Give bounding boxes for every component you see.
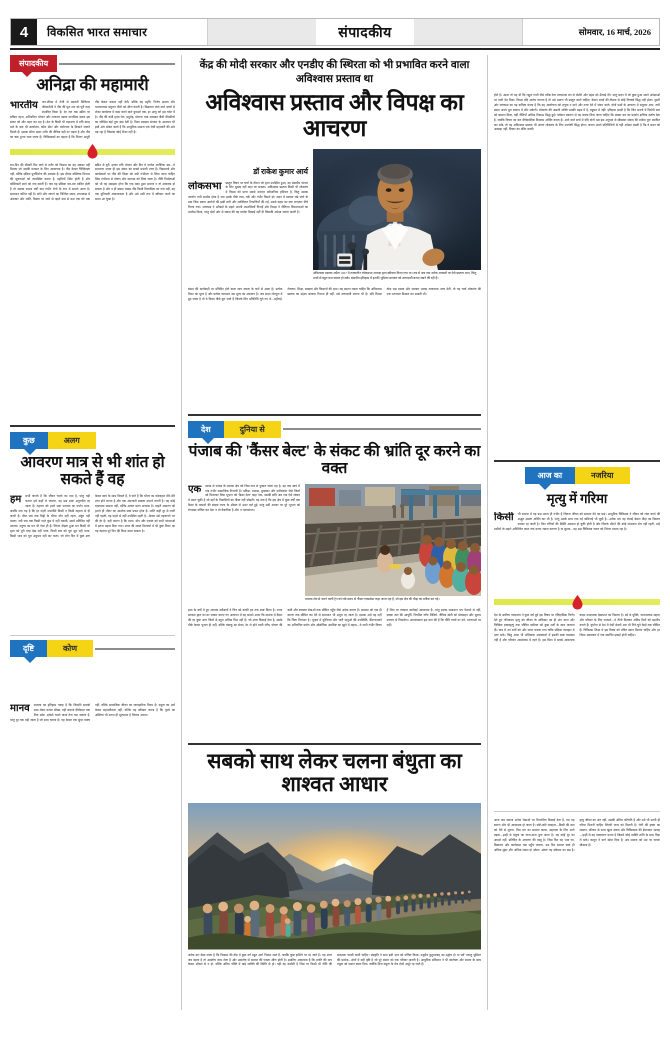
editorial-tag-row [10, 55, 175, 72]
right-paragraph-3: इस दिशा में सबसे आवश्यक कदम उपशामक देखभाल का विस्तार है। दर्द से मुक्ति, भावनात्मक सहारा और परिवार के लिए परामर्श—ये तीनों मिलकर अंतिम दिनों को सहनीय बनाते हैं। दुर्भाग्य से देश में ऐसी सेवाएँ अब भी गिने-चुने केंद्रों तक सीमित हैं। चिकित्सा शिक्षा में इस विषय को उचित स्थान मिलना चाहिए और हर जिला अस्पताल में एक समर्पित इकाई होनी चाहिए। [542, 613, 660, 642]
left-second-headline: आवरण मात्र से भी शांत हो सकते हैं वह [20, 453, 165, 488]
bottom-tag-row [10, 640, 175, 657]
right-tag-row [494, 467, 660, 484]
right-paragraph-1: भी समाज में यह प्रश्न उतना ही गंभीर है जितना जीवन को सम्मान देने का प्रश्न। आधुनिक चिकित्सा ने जीवन को लंबा करने की अद्भुत क्षमता अर्जित कर ली है, परंतु उसके साथ एक नई कठिनाई भी जुड़ी है—अनेक बार वह लंबाई केवल पीड़ा का विस्तार बनकर रह जाती है। जिन रोगियों की स्थिति असाध्य हो चुकी होती है और जिनके लौटने की कोई संभावना शेष नहीं रहती, उन्हें मशीनों के सहारे अनिश्चित काल तक बनाए रखना करुणा है या क्रूरता—यह प्रश्न चिकित्सा जगत को निरंतर मथता रहा है। [494, 512, 660, 531]
bottom-headline: सबको साथ लेकर चलना बंधुता का शाश्वत आधार [207, 748, 462, 797]
tag-duniya-se[interactable]: दुनिया से [224, 421, 281, 438]
tag-desh[interactable]: देश [188, 421, 224, 438]
bottom-mid-body [188, 953, 481, 1041]
bottom-paragraph-3: संस्कृति ने सदा इसी भाव को पोषित किया। वसुधैव कुटुम्बकम् का उद्घोष हो या सर्वे भवन्तु सुखिनः की प्रार्थना—दोनों में वही दृष्टि है जो पूरे संसार को एक परिवार मानती है। आधुनिक संविधान ने भी स्वतंत्रता और समता के साथ बंधुता को समान स्थान दिया, क्योंकि बिना बंधुता के शेष दोनों अधूरे रह जाते हैं। [337, 952, 481, 967]
tag-aaj-ka[interactable]: आज का [525, 467, 576, 484]
editorial-headline: अनिद्रा की महामारी [36, 75, 149, 94]
bottom-paragraph-1: सभ्यता का इतिहास गवाह है कि जिन्होंने सबको साथ लेकर चलना सीखा, वही समाज दीर्घकाल तक टिक सके। अकेले चलने वाला तेज चल सकता है, परंतु दूर तक वही जाता है जो साथ चलता है। यह केवल एक सुंदर वाक्य नहीं, बल्कि सामाजिक जीवन का व्यावहारिक नियम है। बंधुता का अर्थ केवल सहनशीलता नहीं, बल्कि यह स्वीकार करना है कि दूसरे का अस्तित्व भी उतना ही मूल्यवान है जितना अपना। [10, 703, 175, 722]
right-paragraph-4: अंततः यह संवेदना का प्रश्न है। मृत्यु जीवन का अंत नहीं, उसकी अंतिम परिणति है और उसे भी उतनी ही गरिमा मिलनी चाहिए जितनी जन्म को मिलती है। रोगी की इच्छा का सम्मान, परिवार के साथ खुला संवाद और चिकित्सक की ईमानदार सलाह—इन्हीं से वह वातावरण बनता है जिसमें कोई व्यक्ति शांति के साथ विदा ले सके। कानून ने मार्ग खोल दिया है; अब समाज को उस पर चलना सीखना है। [541, 818, 660, 852]
masthead [10, 18, 660, 46]
main-paragraph-1: प्रस्तुत विषय पर चर्चा के दौरान जो दृश्य उपस्थित हुआ, वह संसदीय परंपरा के लिए सुखद नहीं कहा जा सकता। अविश्वास प्रस्ताव किसी भी लोकतंत्र में विपक्ष को प्राप्त सबसे धारदार संवैधानिक हथियार है, किंतु उसका उपयोग तभी सार्थक होता है जब उसके पीछे तथ्य, तर्क और गंभीर विमर्श हो। सदन में प्रस्ताव रखे जाने के बाद जिस प्रकार आरोपों की झड़ी लगी और व्यक्तिगत टिप्पणियाँ की गईं, उससे बहस का स्तर लगातार नीचे गिरता गया। सत्तापक्ष ने आँकड़ों के सहारे अपनी उपलब्धियाँ गिनाईं और विपक्ष ने नीतिगत विफलताओं का उल्लेख किया, परंतु दोनों ओर से संवाद की वह मर्यादा दिखाई नहीं दी जिसकी अपेक्षा जनता करती है। [188, 180, 308, 215]
right-droplet-decoration [494, 594, 660, 610]
main-byline: डॉ राकेश कुमार आर्य [253, 166, 308, 176]
droplet-icon [87, 144, 98, 159]
main-photo [313, 149, 481, 281]
left-column [10, 55, 182, 1010]
editorial-body-bottom [10, 163, 175, 418]
left-second-body [10, 494, 175, 629]
tag-drishti[interactable]: दृष्टि [10, 640, 47, 657]
right-headline: मृत्यु में गरिमा [546, 491, 608, 506]
mid-body-continued [188, 608, 481, 736]
right-dropcap: किसी [494, 512, 514, 523]
mid-paragraph-1: दशक से पंजाब के मालवा क्षेत्र को जिस नाम से पुकारा जाता रहा है, वह नाम स्वयं में एक गंभीर सामाजिक टिप्पणी है। बठिंडा, मानसा, मुक्तसर और फरीदकोट जैसे जिलों को मिलाकर जिस भूभाग को 'कैंसर बेल्ट' कहा गया, उसकी छवि अब एक ऐसे लांछन में बदल चुकी है जो वहाँ के निवासियों का पीछा नहीं छोड़ती। यह सच है कि इस क्षेत्र में कुछ वर्षों तक कैंसर के मामलों की संख्या राज्य के औसत से ऊपर दर्ज हुई, परंतु उसी आधार पर पूरे भूभाग को रोगग्रस्त घोषित कर देना न तो वैज्ञानिक है और न न्यायसंगत। [188, 483, 300, 513]
bottom-photo [188, 803, 481, 950]
main-photo-caption: अविश्वास प्रस्ताव अप्रैल 1967 में तत्कालीन लोकसभा अध्यक्ष द्वारा स्वीकार किया गया था। तब से अब तक अनेक अवसरों पर ऐसे प्रस्ताव आए, किंतु उनमें से बहुत कम सफल हो सके। संसदीय इतिहास में इनकी भूमिका सरकार को उत्तरदायी बनाए रखने की रही है। [313, 271, 477, 281]
paper-name: विकसित भारत समाचार [37, 19, 208, 45]
main-body-right-1 [494, 93, 660, 453]
speaker-portrait-image [313, 149, 481, 270]
railway-platform-image [305, 484, 481, 596]
mid-tag-row [188, 421, 481, 438]
right-bottom-divider [494, 811, 660, 812]
mid-dropcap: एक [188, 483, 202, 495]
bottom-right-body [494, 818, 660, 1006]
page-number-badge: 4 [11, 19, 37, 45]
main-headline: अविश्वास प्रस्ताव और विपक्ष का आचरण [205, 90, 464, 141]
tag-kuch[interactable]: कुछ [10, 432, 48, 449]
bottom-dropcap: मानव [10, 703, 30, 715]
bottom-left-body [10, 703, 175, 851]
main-story-block [188, 149, 481, 284]
mid-paragraph-2: हाल के वर्षों में हुए व्यापक सर्वेक्षणों ने चित्र को काफी हद तक स्पष्ट किया है। राज्य सरकार द्वारा घर-घर जाकर कराए गए अध्ययन में यह सामने आया कि मालवा में कैंसर की दर कुछ अन्य जिलों से बहुत अधिक भिन्न नहीं है। जो अंतर दिखाई देता है, उसके पीछे केवल भूजल ही नहीं, बल्कि तंबाकू का सेवन, देर से होने वाली जाँच, पोषण की कमी और स्वास्थ्य सेवाओं तक सीमित पहुँच जैसे अनेक कारण हैं। समस्या को एक ही कारण तक सीमित कर देने से समाधान भी अधूरा रह जाता है। [188, 607, 382, 627]
main-kicker: केंद्र की मोदी सरकार और एनडीए की स्थिरता को भी प्रभावित करने वाला अविश्वास प्रस्ताव था [199, 60, 470, 85]
bottom-paragraph-2: अनेक बार देखा जाता है कि विकास की दौड़ में कुछ वर्ग बहुत आगे निकल जाते हैं, जबकि कुछ हाशिये पर रह जाते हैं। यह अंतर जब बढ़ता है तो असंतोष जन्म लेता है और असंतोष से समाज की एकता क्षीण होती है। इसलिए आवश्यक है कि प्रगति की माप केवल औसत से न हो, बल्कि अंतिम पंक्ति में खड़े व्यक्ति की स्थिति से हो। यही वह कसौटी है जिस पर किसी भी नीति की सफलता परखी जानी चाहिए। [188, 952, 370, 967]
main-dropcap: लोकसभा [188, 180, 222, 192]
main-body-continued [188, 287, 481, 407]
left-second-dropcap: हम [10, 494, 22, 506]
mid-tag-rule [283, 428, 481, 430]
tag-nazariya[interactable]: नजरिया [575, 467, 629, 484]
mid-divider [188, 414, 481, 416]
bottom-paragraph-4: आज जब समाज अनेक रेखाओं पर विभाजित दिखाई देता है, तब यह स्मरण और भी आवश्यक हो जाता है। छोटे-छोटे व्यवहार—किसी की बात को धैर्य से सुनना, भिन्न मत का सम्मान करना, सहायता के लिए आगे बढ़ना—इन्हीं से बंधुता का ताना-बाना बुना जाता है। यह कोई दूर का आदर्श नहीं, प्रतिदिन के आचरण की वस्तु है। जिस दिन यह भाव घर, विद्यालय और कार्यस्थल तक पहुँच जाएगा, उस दिन समाज स्वयं ही अधिक सुंदर और अधिक सबल हो उठेगा। [494, 818, 575, 852]
masthead-date: सोमवार, 16 मार्च, 2026 [522, 19, 659, 45]
main-body-lead [188, 181, 308, 215]
mid-photo [305, 484, 481, 602]
bottom-tag-rule [95, 648, 175, 650]
tag-editorial[interactable]: संपादकीय [10, 55, 57, 72]
main-paragraph-2: संसद की कार्यवाही पर प्रतिदिन होने वाला व्यय जनता के करों से आता है। प्रत्येक मिनट का मूल्य है और प्रत्येक व्यवधान उस मूल्य का अपव्यय है। जब सदन शोरगुल में डूब जाता है तो वे विषय पीछे छूट जाते हैं जिनके लिए प्रतिनिधि चुने गए थे—महँगाई, रोजगार, शिक्षा, स्वास्थ्य और किसानों की दशा। यह स्मरण रखना चाहिए कि अविश्वास प्रस्ताव का उद्देश्य सरकार गिराना ही नहीं, उसे उत्तरदायी बनाना भी है। यदि विपक्ष ठोस प्रश्न रखता और सरकार उनका तथ्यपरक उत्तर देती, तो यह चर्चा लोकतंत्र की एक उज्ज्वल मिसाल बन सकती थी। [188, 286, 481, 301]
editorial-dropcap: भारतीय [10, 100, 38, 112]
main-paragraph-3: होते हैं। आशा तो यह थी कि राहुल गांधी जैसे वरिष्ठ नेता तथ्यपरक ढंग से बोलेंगे और बहस को ऊँचाई देंगे, परंतु सदन में जो कुछ हुआ उसने अपेक्षाओं पर पानी फेर दिया। विपक्ष यदि आरोप लगाता है तो उसे प्रमाण भी प्रस्तुत करने चाहिए; केवल शब्दों की तीव्रता से कोई निष्कर्ष सिद्ध नहीं होता। दूसरी ओर सत्तापक्ष का यह दायित्व बनता है कि वह आलोचना को शत्रुता न माने और उत्तर देने में संयम बरते। दोनों पक्षों के आचरण में संतुलन आए, तभी संसद अपने मूल स्वरूप में लौट सकेगी। [494, 93, 660, 112]
tag-kon[interactable]: कोण [47, 640, 93, 657]
tag-alag[interactable]: अलग [48, 432, 96, 449]
main-paragraph-4: लोकतंत्र की असली शक्ति उसकी बहस में है, बहुमत में नहीं। इतिहास साक्षी है कि जिन सदनों में विरोधी स्वर को सम्मान मिला, वहीं नीतियाँ अधिक टिकाऊ सिद्ध हुईं। वर्तमान प्रकरण से यह सबक लिया जाना चाहिए कि संख्या बल का प्रदर्शन क्षणिक संतोष देता है, जबकि विचार का बल दीर्घकालिक विश्वास अर्जित करता है। आने वाले सत्रों में यदि दोनों पक्ष इस अनुभव से सीखकर संवाद की मर्यादा पुनः स्थापित कर सकें, तो यह अविश्वास प्रस्ताव भी अंततः लोकतंत्र के लिए उपयोगी सिद्ध होगा। जनता अपने प्रतिनिधियों से यही अपेक्षा रखती है कि वे सदन को अखाड़ा नहीं, विचार का मंदिर बनाएँ। [494, 107, 660, 132]
right-divider [494, 460, 660, 462]
editorial-paragraph-1: जन-जीवन में तेजी से बदलती डिजिटल जीवनशैली ने नींद की मूल लय को पूरी तरह प्रभावित किया है। देर रात तक स्क्रीन पर सक्रिय रहना, अनियमित भोजन और लगातार बढ़ता मानसिक दबाव इस संकट को और गहरा कर रहा है। देश के किसी भी महानगर में रात्रि बारह बजे के बाद भी कार्यालय, कॉल सेंटर और मनोरंजन के ठिकाने जागते मिलते हैं। इसका सीधा असर शरीर की जैविक घड़ी पर पड़ता है और नींद का चक्र टूटता चला जाता है। चिकित्सकों का कहना है कि निरंतर अधूरी नींद केवल थकान नहीं देती, बल्कि यह स्मृति, निर्णय क्षमता और भावनात्मक संतुलन तीनों को क्षीण करती है। विद्यालय जाने वाले बच्चों से लेकर कार्यालय में काम करने वाले युवाओं तक, हर आयु वर्ग इस चपेट में है। नींद की कमी हृदय रोग, मधुमेह, मोटापा तथा अवसाद जैसी बीमारियों का जोखिम कई गुना बढ़ा देती है। विश्व स्वास्थ्य संगठन के अध्ययन भी इसी ओर संकेत करते हैं कि आधुनिक समाज एक ऐसी महामारी की ओर बढ़ रहा है जिसका कोई टीका नहीं है। [10, 100, 175, 139]
left-second-paragraph: सभी जानते हैं कि जीवन चलने का नाम है, परंतु यही चलना हमें कहाँ ले जाएगा, यह प्रश्न प्रायः अनुत्तरित रह जाता है। ठहराव को हमने सदा पराजय का पर्याय माना, जबकि सच यह है कि हर गहरी उपलब्धि किसी न किसी ठहराव से ही जन्मी है। बीज जब तक मिट्टी के भीतर मौन नहीं रहता, अंकुर नहीं बनता। नदी जब तक किसी गहरे कुंड में नहीं रुकती, उसमें प्रतिबिंब नहीं उतरता। मनुष्य का मन भी ऐसा ही है। निरंतर दौड़ता हुआ मन किसी भी दृश्य को पूरी तरह देख नहीं पाता, किसी स्वर को पूरा सुन नहीं पाता, किसी भाव को पूरा अनुभव नहीं कर पाता। जो लोग दिन में कुछ क्षण केवल स्वयं के साथ बिताते हैं, वे पाते हैं कि भीतर का कोलाहल धीरे-धीरे शांत होने लगता है और एक अनजानी स्पष्टता उभरने लगती है। यह कोई रहस्यमय साधना नहीं, बल्कि अत्यंत सरल अभ्यास है। बाहरी आवरण को हटाते ही भीतर का आलोक स्वयं प्रकट होता है। शांति कहीं दूर से लानी नहीं पड़ती, वह पहले से वहीं उपस्थित रहती है—केवल उसे पहचानने भर की देर है। यही कारण है कि ध्यान, मौन और एकांत को सभी परंपराओं में इतना महत्व दिया गया। आज की व्यस्त दिनचर्या में भी कुछ मिनट का यह ठहराव पूरे दिन की दिशा बदल सकता है। [10, 494, 175, 538]
mid-paragraph-3: इसका अर्थ यह नहीं कि चिंता निराधार है। भूजल में यूरेनियम और भारी धातुओं की उपस्थिति, कीटनाशकों का अनियंत्रित प्रयोग और औद्योगिक अपशिष्ट का खुले में बहाव—ये सभी गंभीर विषय हैं जिन पर तत्काल कार्रवाई आवश्यक है। परंतु इनका समाधान भय फैलाने से नहीं, स्वच्छ जल की आपूर्ति, नियमित जाँच शिविरों, जैविक खेती को प्रोत्साहन और सुलभ उपचार से निकलेगा। आवश्यकता इस बात की है कि नीति तथ्यों पर बने, धारणाओं पर नहीं। [287, 607, 481, 627]
editorial-paragraph-2: रात-दिन की सीमाएँ मिट जाने से शरीर को विश्राम का वह अवसर नहीं मिलता जो उसकी मरम्मत के लिए आवश्यक है। नींद केवल निष्क्रियता नहीं, बल्कि सक्रिय पुनर्निर्माण की अवस्था है। इस दौरान मस्तिष्क दिनभर की सूचनाओं को व्यवस्थित करता है, स्मृतियाँ स्थिर होती हैं और कोशिकाएँ स्वयं को नया करती हैं। जब यह प्रक्रिया बार-बार बाधित होती है तो उसका प्रभाव वर्षों बाद गंभीर रोगों के रूप में सामने आता है। समाधान जटिल नहीं है। सोने और जागने का निश्चित समय, शयनकक्ष में अंधकार और शांति, बिस्तर पर जाने से पहले कम से कम एक घंटे तक स्क्रीन से दूरी, हल्का रात्रि भोजन और दिन में पर्याप्त शारीरिक श्रम—ये साधारण उपाय ही इस संकट का सबसे प्रभावी उत्तर हैं। विद्यालयों और कार्यस्थलों पर नींद की शिक्षा को उसी गंभीरता से लिया जाना चाहिए जिस गंभीरता से पोषण और व्यायाम को लिया जाता है। नीति निर्माताओं को भी यह समझना होगा कि एक थका हुआ समाज न तो उत्पादक हो सकता है और न ही प्रसन्न। स्वस्थ नींद किसी विलासिता का नाम नहीं, वह एक बुनियादी आवश्यकता है और उसे उसी रूप में स्वीकार करने का समय आ चुका है। [10, 162, 175, 201]
left-divider [10, 425, 175, 427]
mountain-crowd-image [188, 803, 481, 950]
section-title: संपादकीय [316, 19, 413, 45]
mid-story-block [188, 484, 481, 605]
masthead-rule [10, 48, 660, 50]
right-droplet-icon [572, 595, 583, 610]
right-body-2 [494, 613, 660, 805]
tag-rule [59, 63, 175, 65]
editorial-body-top [10, 100, 175, 139]
bottom-left-start [10, 635, 175, 657]
masthead-spacer-right [414, 19, 522, 45]
mid-bottom-divider [188, 743, 481, 745]
right-paragraph-2: देश के सर्वोच्च न्यायालय ने कुछ वर्ष पूर्व इस विषय पर ऐतिहासिक निर्णय देते हुए गरिमामय मृत्यु को जीवन के अधिकार का ही अंग माना और निष्क्रिय इच्छामृत्यु तथा जीवित वसीयत को कुछ शर्तों के साथ मान्यता दी। बाद में उन शर्तों को और सरल बनाया गया ताकि प्रक्रिया व्यवहार में उतर सके। किंतु आज भी अधिकांश अस्पतालों में इसकी स्पष्ट व्यवस्था नहीं है और परिजन असमंजस में रहते हैं। [494, 613, 575, 642]
middle-column [182, 55, 488, 1010]
page-grid [10, 55, 660, 1010]
masthead-spacer-left [208, 19, 316, 45]
right-body-1 [494, 512, 660, 590]
left-second-tag-row [10, 432, 175, 449]
mid-photo-caption: मालवा क्षेत्र से चलने वाली ट्रेन को लंबे समय से 'कैंसर एक्सप्रेस' कहा जाता रहा है, जो इस क्षेत्र की पीड़ा का प्रतीक बन गई। [305, 597, 440, 602]
droplet-decoration [10, 144, 175, 160]
mid-body-lead [188, 484, 300, 514]
right-column [488, 55, 660, 1010]
mid-headline: पंजाब की 'कैंसर बेल्ट' के संकट की भ्रांति दूर करने का वक्त [188, 442, 481, 478]
